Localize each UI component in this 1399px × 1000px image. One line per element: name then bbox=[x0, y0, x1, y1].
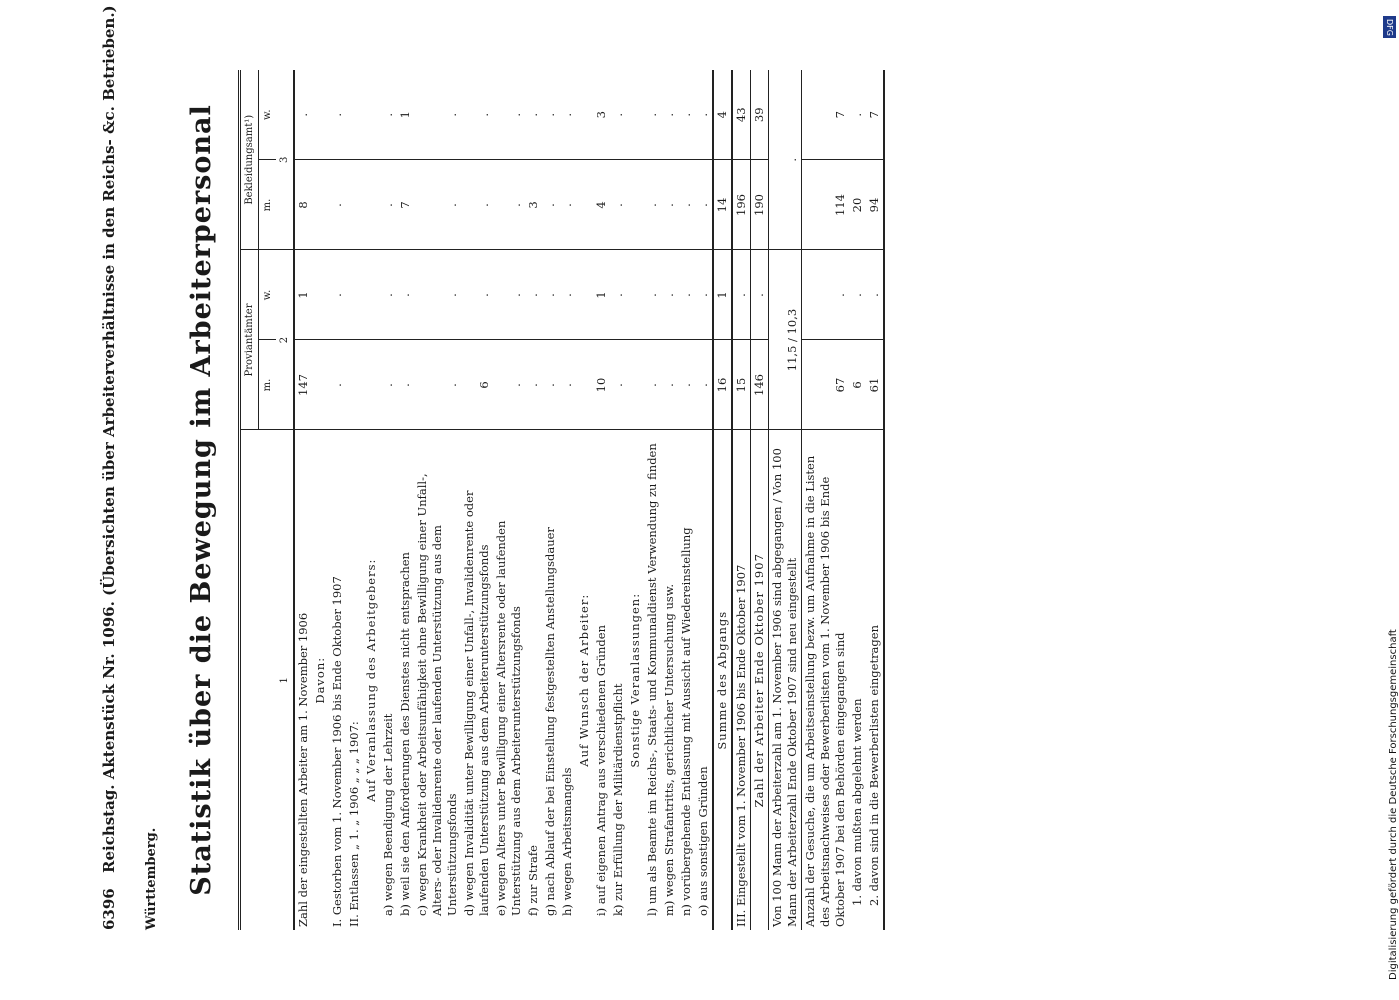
table-row bbox=[397, 70, 414, 930]
cell bbox=[627, 340, 644, 430]
cell: . bbox=[294, 70, 312, 160]
cell: . bbox=[461, 250, 493, 340]
cell: . bbox=[678, 250, 695, 340]
header-m-2: m. bbox=[259, 160, 277, 250]
cell: . bbox=[751, 250, 769, 340]
cell: 196 bbox=[732, 160, 751, 250]
cell: . bbox=[414, 340, 461, 430]
cell: 1 bbox=[294, 250, 312, 340]
cell: . bbox=[542, 250, 559, 340]
cell: . bbox=[380, 250, 397, 340]
row-label: e) wegen Alters unter Bewilligung einer Altersrente oder laufenden Unterstützung aus dem Arbeiterunterstützungsfonds bbox=[494, 520, 523, 916]
cell bbox=[346, 250, 363, 340]
cell: . bbox=[461, 160, 493, 250]
cell bbox=[576, 160, 593, 250]
cell: . bbox=[769, 70, 802, 250]
table-row bbox=[866, 70, 884, 930]
cell bbox=[576, 250, 593, 340]
cell: . bbox=[610, 340, 627, 430]
cell: 39 bbox=[751, 70, 769, 160]
table-row bbox=[542, 70, 559, 930]
cell: . bbox=[610, 250, 627, 340]
table-row bbox=[593, 70, 610, 930]
table-row bbox=[627, 70, 644, 930]
cell: . bbox=[661, 250, 678, 340]
header-w-1: w. bbox=[259, 250, 277, 340]
row-label: h) wegen Arbeitsmangels bbox=[560, 767, 574, 916]
cell bbox=[576, 70, 593, 160]
cell: . bbox=[661, 340, 678, 430]
digitization-credit: Digitalisierung gefördert durch die Deutsche Forschungsgemeinschaft bbox=[1388, 629, 1399, 980]
row-label: Davon: bbox=[313, 656, 327, 704]
cell: 61 bbox=[866, 340, 884, 430]
cell: . bbox=[542, 160, 559, 250]
cell bbox=[346, 340, 363, 430]
cell: 20 bbox=[849, 160, 866, 250]
row-label: 2. davon sind in die Bewerberlisten eingetragen bbox=[866, 430, 884, 930]
row-label: Zahl der eingestellten Arbeiter am 1. November 1906 bbox=[296, 612, 310, 927]
cell: . bbox=[397, 340, 414, 430]
cell: 7 bbox=[802, 70, 850, 160]
cell: . bbox=[380, 70, 397, 160]
table-row bbox=[525, 70, 542, 930]
cell: 11,5 / 10,3 bbox=[769, 250, 802, 430]
value-eingestellt: 10,3 bbox=[785, 308, 799, 335]
cell: . bbox=[329, 340, 346, 430]
cell: . bbox=[678, 70, 695, 160]
table-row bbox=[849, 70, 866, 930]
table-row bbox=[576, 70, 593, 930]
row-label: 1. davon mußten abgelehnt werden bbox=[850, 698, 864, 906]
cell: 94 bbox=[866, 160, 884, 250]
cell: . bbox=[525, 70, 542, 160]
cell bbox=[312, 250, 329, 340]
cell: . bbox=[849, 70, 866, 160]
cell: 8 bbox=[294, 160, 312, 250]
table-row bbox=[329, 70, 346, 930]
table-row bbox=[493, 70, 525, 930]
row-label: III. Eingestellt vom 1. November 1906 bis Ende Oktober 1907 bbox=[732, 430, 751, 930]
cell: 6 bbox=[849, 340, 866, 430]
cell: . bbox=[610, 160, 627, 250]
cell bbox=[363, 340, 380, 430]
table-row bbox=[414, 70, 461, 930]
cell bbox=[363, 160, 380, 250]
header-bekleidungsamt: Bekleidungsamt¹) bbox=[240, 70, 259, 250]
table-row bbox=[610, 70, 627, 930]
row-label: i) auf eigenen Antrag aus verschiedenen Gründen bbox=[594, 625, 608, 916]
cell bbox=[312, 70, 329, 160]
cell bbox=[363, 70, 380, 160]
cell: 43 bbox=[732, 70, 751, 160]
cell: . bbox=[542, 340, 559, 430]
cell: . bbox=[559, 340, 576, 430]
cell: 3 bbox=[593, 70, 610, 160]
cell bbox=[627, 70, 644, 160]
cell: . bbox=[559, 160, 576, 250]
section-heading: Auf Veranlassung des Arbeitgebers: bbox=[364, 558, 378, 802]
cell: 6 bbox=[461, 340, 493, 430]
cell: . bbox=[380, 340, 397, 430]
cell: . bbox=[559, 70, 576, 160]
section-heading: Sonstige Veranlassungen: bbox=[628, 592, 642, 768]
col-number-1: 1 bbox=[276, 430, 294, 930]
row-label: b) weil sie den Anforderungen des Dienstes nicht entsprachen bbox=[398, 552, 412, 916]
cell: . bbox=[525, 340, 542, 430]
cell: 1 bbox=[397, 70, 414, 160]
cell: . bbox=[661, 160, 678, 250]
cell: . bbox=[644, 160, 661, 250]
cell: . bbox=[493, 250, 525, 340]
cell: . bbox=[461, 70, 493, 160]
cell: 146 bbox=[751, 340, 769, 430]
table-row bbox=[732, 70, 751, 930]
table-row bbox=[461, 70, 493, 930]
cell: . bbox=[695, 340, 713, 430]
cell bbox=[346, 160, 363, 250]
row-label: c) wegen Krankheit oder Arbeitsunfähigkeit ohne Bewilligung einer Unfall-, Alters- oder Invalidenrente oder laufenden Unterstützung aus dem Unterstützungsfonds bbox=[415, 473, 459, 916]
cell: 147 bbox=[294, 340, 312, 430]
row-label: Zahl der Arbeiter Ende Oktober 1907 bbox=[751, 430, 769, 930]
cell: 14 bbox=[713, 160, 732, 250]
table-row bbox=[644, 70, 661, 930]
header-m-1: m. bbox=[259, 340, 277, 430]
cell: 15 bbox=[732, 340, 751, 430]
cell: 3 bbox=[525, 160, 542, 250]
cell: . bbox=[610, 70, 627, 160]
row-label: n) vorübergehende Entlassung mit Aussicht auf Wiedereinstellung bbox=[679, 527, 693, 916]
cell: . bbox=[695, 70, 713, 160]
value-abgegangen: 11,5 bbox=[785, 345, 799, 372]
cell: 4 bbox=[713, 70, 732, 160]
table-row bbox=[751, 70, 769, 930]
table-row bbox=[661, 70, 678, 930]
cell: 1 bbox=[713, 250, 732, 340]
cell: . bbox=[866, 250, 884, 340]
table-row bbox=[346, 70, 363, 930]
row-label: Von 100 Mann der Arbeiterzahl am 1. November 1906 sind abgegangen / Von 100 Mann der Arbeiterzahl Ende Oktober 1907 sind neu eingestellt bbox=[769, 430, 802, 930]
table-row bbox=[769, 70, 802, 930]
cell: . bbox=[414, 250, 461, 340]
cell: . bbox=[414, 160, 461, 250]
header-w-2: w. bbox=[259, 70, 277, 160]
cell bbox=[346, 70, 363, 160]
cell: . bbox=[849, 250, 866, 340]
table-row bbox=[363, 70, 380, 930]
cell: . bbox=[559, 250, 576, 340]
cell: . bbox=[644, 250, 661, 340]
cell: 4 bbox=[593, 160, 610, 250]
dfg-logo: DFG bbox=[1383, 16, 1396, 38]
cell: . bbox=[695, 160, 713, 250]
cell: . bbox=[493, 70, 525, 160]
header-proviantaemter: Proviantämter bbox=[240, 250, 259, 430]
cell bbox=[312, 340, 329, 430]
cell: 7 bbox=[866, 70, 884, 160]
row-label: m) wegen Strafantritts, gerichtlicher Untersuchung usw. bbox=[662, 584, 676, 916]
table-row bbox=[380, 70, 397, 930]
page-title: Statistik über die Bewegung im Arbeiterpersonal bbox=[186, 104, 217, 896]
cell: . bbox=[329, 70, 346, 160]
cell: . bbox=[414, 70, 461, 160]
cell: . bbox=[661, 70, 678, 160]
running-header bbox=[100, 5, 118, 930]
cell: . bbox=[542, 70, 559, 160]
sum-row bbox=[713, 70, 732, 930]
state-heading: Württemberg. bbox=[144, 827, 159, 930]
cell bbox=[312, 160, 329, 250]
cell: . bbox=[802, 250, 850, 340]
header-text: Reichstag. Aktenstück Nr. 1096. (Übersichten über Arbeiterverhältnisse in den Reichs- &c. Betrieben.) bbox=[100, 5, 118, 874]
row-label: g) nach Ablauf der bei Einstellung festgestellten Anstellungsdauer bbox=[543, 527, 557, 916]
cell: 114 bbox=[802, 160, 850, 250]
cell: . bbox=[493, 160, 525, 250]
cell: . bbox=[380, 160, 397, 250]
row-label: l) um als Beamte im Reichs-, Staats- und Kommunaldienst Verwendung zu finden bbox=[645, 443, 659, 916]
cell: 10 bbox=[593, 340, 610, 430]
row-label: Anzahl der Gesuche, die um Arbeitseinstellung bezw. um Aufnahme in die Listen des Arbeitsnachweises oder Bewerberlisten vom 1. November 1906 bis Ende Oktober 1907 bei den Behörden eingegangen sind bbox=[802, 430, 850, 930]
row-label: o) aus sonstigen Gründen bbox=[696, 766, 710, 916]
table-row bbox=[802, 70, 850, 930]
cell: . bbox=[525, 250, 542, 340]
rotated-page-content bbox=[100, 5, 1260, 930]
cell: . bbox=[644, 70, 661, 160]
cell: 16 bbox=[713, 340, 732, 430]
table-row bbox=[312, 70, 329, 930]
cell: . bbox=[678, 160, 695, 250]
table-row bbox=[559, 70, 576, 930]
row-label: I. Gestorben vom 1. November 1906 bis Ende Oktober 1907 bbox=[330, 576, 344, 927]
cell: . bbox=[329, 160, 346, 250]
cell: . bbox=[329, 250, 346, 340]
label-column-header bbox=[240, 430, 277, 930]
col-number-2: 2 bbox=[276, 250, 294, 430]
cell: . bbox=[644, 340, 661, 430]
cell: . bbox=[678, 340, 695, 430]
cell bbox=[576, 340, 593, 430]
row-label: a) wegen Beendigung der Lehrzeit bbox=[381, 713, 395, 916]
cell bbox=[363, 250, 380, 340]
section-heading: Auf Wunsch der Arbeiter: bbox=[577, 593, 591, 767]
cell: 1 bbox=[593, 250, 610, 340]
cell: . bbox=[397, 250, 414, 340]
table-row bbox=[294, 70, 312, 930]
cell bbox=[627, 250, 644, 340]
row-label: f) zur Strafe bbox=[526, 845, 540, 916]
sum-label: Summe des Abgangs bbox=[713, 430, 732, 930]
cell: 7 bbox=[397, 160, 414, 250]
table-row bbox=[695, 70, 713, 930]
cell: . bbox=[732, 250, 751, 340]
cell: 67 bbox=[802, 340, 850, 430]
cell: . bbox=[695, 250, 713, 340]
page-number: 6396 bbox=[100, 888, 118, 930]
table-row bbox=[678, 70, 695, 930]
row-label: d) wegen Invalidität unter Bewilligung einer Unfall-, Invalidenrente oder laufenden Unterstützung aus dem Arbeiterunterstützungsfonds bbox=[462, 490, 491, 916]
cell: 190 bbox=[751, 160, 769, 250]
statistics-table bbox=[238, 70, 885, 930]
row-label: k) zur Erfüllung der Militärdienstpflicht bbox=[611, 683, 625, 916]
col-number-3: 3 bbox=[276, 70, 294, 250]
row-label: II. Entlassen „ 1. „ 1906 „ „ „ 1907: bbox=[347, 721, 361, 927]
cell bbox=[627, 160, 644, 250]
cell: . bbox=[493, 340, 525, 430]
